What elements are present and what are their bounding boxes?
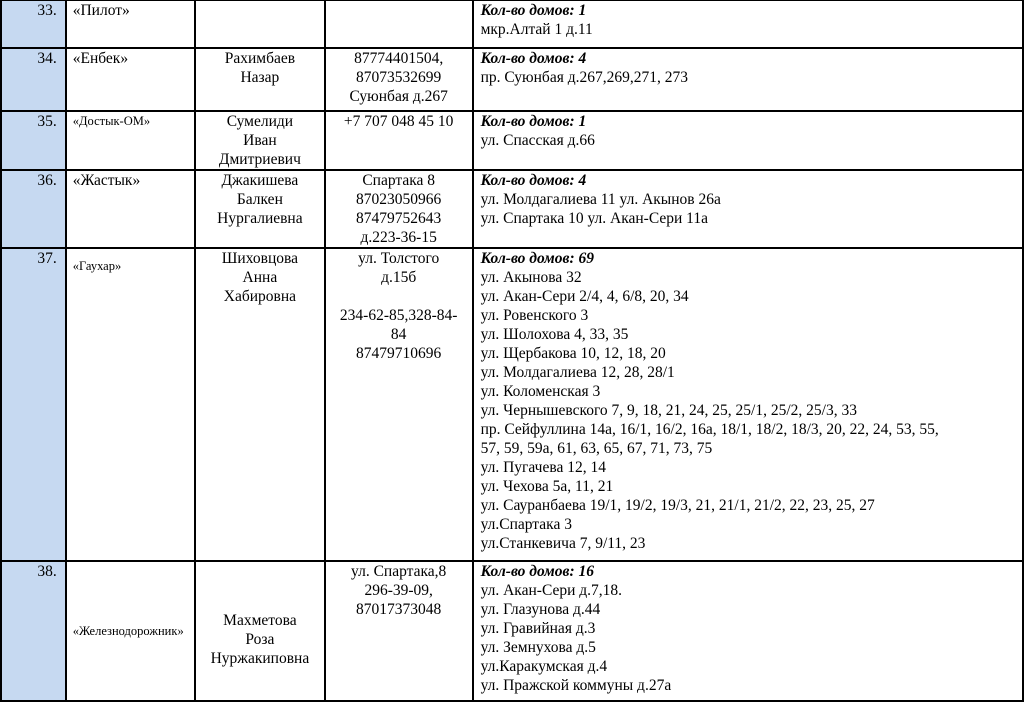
contact-line: д.15б [381,269,417,286]
address-line: ул. Земнухова д.5 [480,639,596,656]
row-number-cell [1,170,66,248]
address-line: мкр.Алтай 1 д.11 [480,21,593,38]
organization-name-cell [66,170,195,248]
row-number: 37. [37,250,57,267]
spacer [326,287,472,306]
organization-name: «Жастык» [72,172,141,189]
contact-cell [325,170,473,248]
address-line: ул. Чернышевского 7, 9, 18, 21, 24, 25, 25/1, 25/2, 25/3, 33 [480,402,857,419]
address-line: ул. Пугачева 12, 14 [480,459,606,476]
address-line: ул. Спартака 10 ул. Акан-Сери 11а [480,210,708,227]
row-number: 35. [37,113,57,130]
house-count: Кол-во домов: 1 [480,2,587,19]
organization-name: «Гаухар» [72,259,122,273]
organization-name: «Енбек» [72,50,129,67]
organization-name: «Железнодорожник» [72,623,184,638]
contact-line: 87073532699 [356,69,442,86]
contact-line: 84 [390,326,407,343]
houses-cell [473,48,1023,111]
table-body [1,0,1023,701]
contact-line: ул. Спартака,8 [351,563,447,580]
address-line: ул. Чехова 5а, 11, 21 [480,478,614,495]
row-number: 34. [37,50,57,67]
contact-line: +7 707 048 45 10 [343,113,454,130]
chairman-name-line: Балкен [236,191,283,208]
row-number: 33. [37,2,57,19]
house-count: Кол-во домов: 1 [480,113,587,130]
organization-name-cell [66,111,195,170]
chairman-cell [195,111,325,170]
houses-cell [473,0,1023,48]
chairman-name-line: Нуржакиповна [210,649,310,667]
row-number-cell [1,248,66,561]
organization-name: «Достык-ОМ» [72,114,151,128]
address-line: ул. Пражской коммуны д.27а [480,677,672,694]
chairman-cell [195,170,325,248]
table-row [1,111,1023,170]
address-line: ул. Ровенского 3 [480,307,589,324]
contact-cell [325,248,473,561]
table-row [1,561,1023,701]
row-number: 38. [37,563,57,580]
contact-line: 87774401504, [354,50,444,67]
chairman-cell [195,0,325,48]
chairman-name-line: Дмитриевич [218,151,301,168]
address-line: ул.Станкевича 7, 9/11, 23 [480,535,646,552]
chairman-name-line: Анна [242,269,278,286]
chairman-name-line: Иван [243,132,277,149]
address-line: ул. Акан-Сери д.7,18. [480,582,623,599]
contact-line: д.223-36-15 [360,229,437,246]
table-row [1,248,1023,561]
contact-cell [325,561,473,701]
houses-cell [473,111,1023,170]
contact-cell [325,48,473,111]
address-line: ул. Акан-Сери 2/4, 4, 6/8, 20, 34 [480,288,689,305]
house-count: Кол-во домов: 16 [480,563,594,580]
contact-line: 87479752643 [356,210,442,227]
houses-cell [473,561,1023,701]
address-line: ул.Каракумская д.4 [480,658,608,675]
row-number-cell [1,48,66,111]
organization-name-cell [66,248,195,561]
chairman-name-line: Махметова [223,611,297,629]
contact-line: 87017373048 [356,601,442,618]
contact-cell [325,0,473,48]
address-line: ул. Глазунова д.44 [480,601,601,618]
address-line: ул. Акынова 32 [480,269,582,286]
table-row [1,0,1023,48]
row-number: 36. [37,172,57,189]
house-count: Кол-во домов: 69 [480,250,594,267]
organization-name: «Пилот» [72,2,130,19]
houses-cell [473,170,1023,248]
table-row [1,48,1023,111]
organization-name-cell [66,0,195,48]
address-line: ул. Сауранбаева 19/1, 19/2, 19/3, 21, 21/1, 21/2, 22, 23, 25, 27 [480,497,875,514]
contact-line: 296-39-09, [364,582,433,599]
table-row [1,170,1023,248]
contact-line: 87023050966 [356,191,442,208]
house-count: Кол-во домов: 4 [480,172,587,189]
chairman-cell [195,48,325,111]
row-number-cell [1,561,66,701]
chairman-name-line: Нургалиевна [217,210,303,227]
contact-line: ул. Толстого [358,250,440,267]
chairman-cell [195,248,325,561]
contact-cell [325,111,473,170]
chairman-name-line: Рахимбаев [224,50,296,67]
address-line: ул.Спартака 3 [480,516,572,533]
chairman-name-line: Роза [245,630,275,648]
address-line: ул. Коломенская 3 [480,383,601,400]
address-line: ул. Шолохова 4, 33, 35 [480,326,629,343]
organization-name-cell [66,561,195,701]
contact-line: Спартака 8 [362,172,436,189]
houses-cell [473,248,1023,561]
contact-line: 234-62-85,328-84- [339,307,458,324]
address-line: ул. Спасская д.66 [480,132,595,149]
chairman-cell [195,561,325,701]
address-line: 57, 59, 59а, 61, 63, 65, 67, 71, 73, 75 [480,440,713,457]
chairman-name-line: Джакишева [221,172,299,189]
chairman-name-line: Сумелиди [226,113,294,130]
chairman-name-line: Хабировна [223,288,297,305]
organization-name-cell [66,48,195,111]
contact-line: 87479710696 [356,345,442,362]
contact-line: Суюнбая д.267 [349,88,448,105]
address-line: ул. Гравийная д.3 [480,620,596,637]
row-number-cell [1,111,66,170]
house-count: Кол-во домов: 4 [480,50,587,67]
address-line: пр. Суюнбая д.267,269,271, 273 [480,69,688,86]
address-line: пр. Сейфуллина 14а, 16/1, 16/2, 16а, 18/1, 18/2, 18/3, 20, 22, 24, 53, 55, [480,421,939,438]
chairman-name-line: Шиховцова [221,250,298,267]
address-line: ул. Молдагалиева 11 ул. Акынов 26а [480,191,721,208]
address-line: ул. Щербакова 10, 12, 18, 20 [480,345,666,362]
chairman-name-line: Назар [240,69,280,86]
address-line: ул. Молдагалиева 12, 28, 28/1 [480,364,675,381]
row-number-cell [1,0,66,48]
